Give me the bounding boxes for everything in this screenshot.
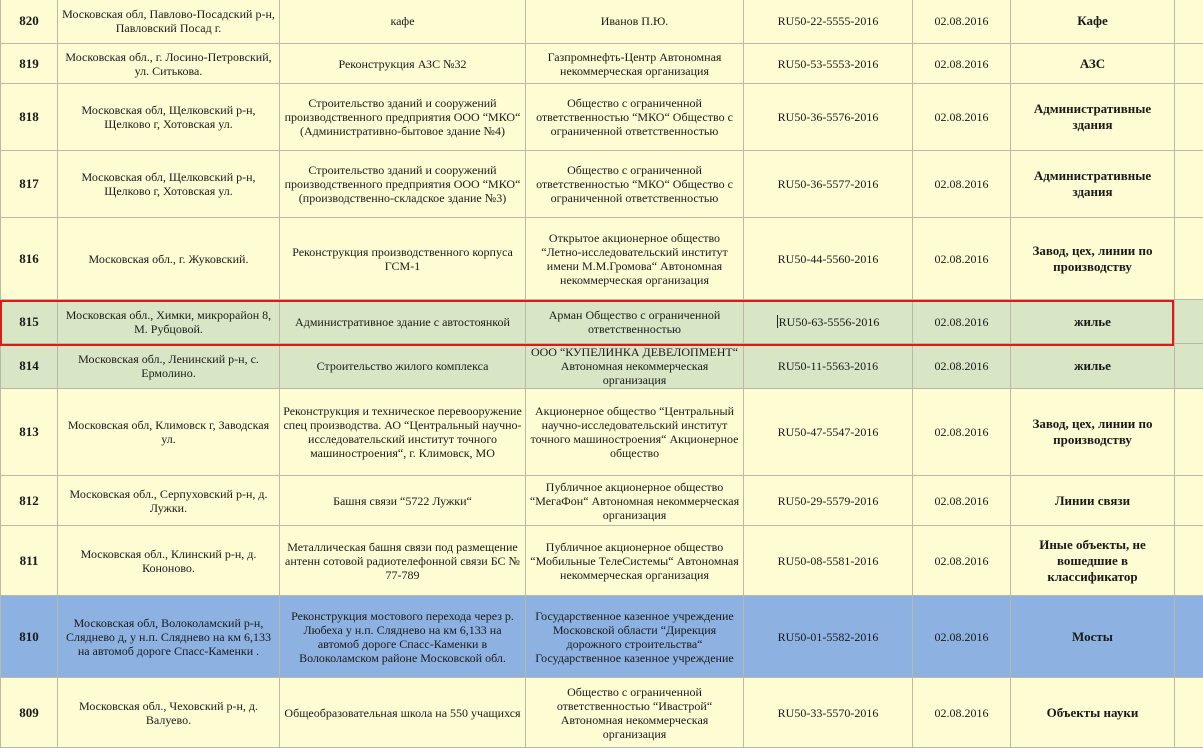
address-cell: Московская обл, Павлово-Посадский р-н, Павловский Посад г. — [58, 0, 280, 44]
empty-cell — [1175, 389, 1203, 476]
address-cell: Московская обл, Климовск г, Заводская ул. — [58, 389, 280, 476]
row-number: 809 — [1, 678, 58, 748]
table-row[interactable] — [1, 84, 1203, 151]
category-cell: Административные здания — [1011, 84, 1175, 151]
date-cell: 02.08.2016 — [913, 218, 1011, 300]
address-cell: Московская обл., Химки, микрорайон 8, М. Рубцовой. — [58, 300, 280, 344]
permit-cell: RU50-29-5579-2016 — [744, 476, 913, 526]
object-cell: Строительство зданий и сооружений производственного предприятия ООО “МКО“ (Административно-бытовое здание №4) — [280, 84, 526, 151]
address-cell: Московская обл., Серпуховский р-н, д. Лужки. — [58, 476, 280, 526]
empty-cell — [1175, 344, 1203, 389]
permit-cell: RU50-01-5582-2016 — [744, 596, 913, 678]
table-row[interactable] — [1, 596, 1203, 678]
address-cell: Московская обл., Чеховский р-н, д. Валуево. — [58, 678, 280, 748]
category-cell: Линии связи — [1011, 476, 1175, 526]
empty-cell — [1175, 526, 1203, 596]
row-number: 815 — [1, 300, 58, 344]
row-number: 811 — [1, 526, 58, 596]
permit-text: RU50-63-5556-2016 — [779, 315, 880, 329]
object-cell: Административное здание с автостоянкой — [280, 300, 526, 344]
permit-cell[interactable] — [744, 300, 913, 344]
address-cell: Московская обл., Ленинский р-н, с. Ермолино. — [58, 344, 280, 389]
row-number: 817 — [1, 151, 58, 218]
table-row[interactable] — [1, 151, 1203, 218]
permit-cell: RU50-22-5555-2016 — [744, 0, 913, 44]
object-cell: Общеобразовательная школа на 550 учащихся — [280, 678, 526, 748]
address-cell: Московская обл, Волоколамский р-н, Сляднево д, у н.п. Сляднево на км 6,133 на автомоб дороге Спасс-Каменки . — [58, 596, 280, 678]
empty-cell — [1175, 218, 1203, 300]
address-cell: Московская обл., Клинский р-н, д. Кононово. — [58, 526, 280, 596]
category-cell: Объекты науки — [1011, 678, 1175, 748]
date-cell: 02.08.2016 — [913, 84, 1011, 151]
category-cell: Мосты — [1011, 596, 1175, 678]
address-cell: Московская обл, Щелковский р-н, Щелково г, Хотовская ул. — [58, 151, 280, 218]
table-row[interactable] — [1, 389, 1203, 476]
category-cell: Завод, цех, линии по производству — [1011, 389, 1175, 476]
date-cell: 02.08.2016 — [913, 151, 1011, 218]
developer-cell: Государственное казенное учреждение Московской области “Дирекция дорожного строительства“ Государственное казенное учреждение — [526, 596, 744, 678]
empty-cell — [1175, 84, 1203, 151]
permit-cell: RU50-11-5563-2016 — [744, 344, 913, 389]
developer-cell: Общество с ограниченной ответственностью “МКО“ Общество с ограниченной ответственностью — [526, 84, 744, 151]
empty-cell — [1175, 678, 1203, 748]
text-cursor — [777, 315, 778, 328]
object-cell: кафе — [280, 0, 526, 44]
address-cell: Московская обл., г. Лосино-Петровский, ул. Ситькова. — [58, 44, 280, 84]
permit-cell: RU50-08-5581-2016 — [744, 526, 913, 596]
table-row[interactable] — [1, 218, 1203, 300]
address-cell: Московская обл., г. Жуковский. — [58, 218, 280, 300]
table-row[interactable] — [1, 476, 1203, 526]
developer-cell: Арман Общество с ограниченной ответственностью — [526, 300, 744, 344]
row-number: 820 — [1, 0, 58, 44]
date-cell: 02.08.2016 — [913, 596, 1011, 678]
date-cell: 02.08.2016 — [913, 0, 1011, 44]
table-row[interactable] — [1, 44, 1203, 84]
category-cell: АЗС — [1011, 44, 1175, 84]
row-number: 814 — [1, 344, 58, 389]
table-row[interactable] — [1, 526, 1203, 596]
empty-cell — [1175, 300, 1203, 344]
object-cell: Реконструкция АЗС №32 — [280, 44, 526, 84]
table-row[interactable] — [1, 300, 1203, 344]
category-cell: Завод, цех, линии по производству — [1011, 218, 1175, 300]
object-cell: Металлическая башня связи под размещение антенн сотовой радиотелефонной связи БС № 77-789 — [280, 526, 526, 596]
developer-cell: Публичное акционерное общество “МегаФон“ Автономная некоммерческая организация — [526, 476, 744, 526]
developer-cell: Иванов П.Ю. — [526, 0, 744, 44]
date-cell: 02.08.2016 — [913, 678, 1011, 748]
row-number: 819 — [1, 44, 58, 84]
row-number: 810 — [1, 596, 58, 678]
table-row[interactable] — [1, 0, 1203, 44]
developer-cell: Газпромнефть-Центр Автономная некоммерческая организация — [526, 44, 744, 84]
empty-cell — [1175, 0, 1203, 44]
date-cell: 02.08.2016 — [913, 476, 1011, 526]
table-row[interactable] — [1, 678, 1203, 748]
permit-cell: RU50-33-5570-2016 — [744, 678, 913, 748]
date-cell: 02.08.2016 — [913, 526, 1011, 596]
address-cell: Московская обл, Щелковский р-н, Щелково г, Хотовская ул. — [58, 84, 280, 151]
object-cell: Реконструкция мостового перехода через р. Любеха у н.п. Сляднево на км 6,133 на автомоб дороге Спасс-Каменки в Волоколамском районе Московской обл. — [280, 596, 526, 678]
empty-cell — [1175, 44, 1203, 84]
row-number: 813 — [1, 389, 58, 476]
date-cell: 02.08.2016 — [913, 44, 1011, 84]
category-cell: Иные объекты, не вошедшие в классификатор — [1011, 526, 1175, 596]
object-cell: Строительство жилого комплекса — [280, 344, 526, 389]
empty-cell — [1175, 596, 1203, 678]
developer-cell: Общество с ограниченной ответственностью “Ивастрой“ Автономная некоммерческая организация — [526, 678, 744, 748]
empty-cell — [1175, 151, 1203, 218]
row-number: 812 — [1, 476, 58, 526]
developer-cell: Общество с ограниченной ответственностью “МКО“ Общество с ограниченной ответственностью — [526, 151, 744, 218]
category-cell: жилье — [1011, 344, 1175, 389]
developer-cell: Публичное акционерное общество “Мобильные ТелеСистемы“ Автономная некоммерческая организация — [526, 526, 744, 596]
category-cell: жилье — [1011, 300, 1175, 344]
date-cell: 02.08.2016 — [913, 300, 1011, 344]
permit-cell: RU50-47-5547-2016 — [744, 389, 913, 476]
permit-cell: RU50-36-5577-2016 — [744, 151, 913, 218]
object-cell: Строительство зданий и сооружений производственного предприятия ООО “МКО“ (производственно-складское здание №3) — [280, 151, 526, 218]
permit-cell: RU50-53-5553-2016 — [744, 44, 913, 84]
permit-cell: RU50-36-5576-2016 — [744, 84, 913, 151]
developer-cell: ООО “КУПЕЛИНКА ДЕВЕЛОПМЕНТ“ Автономная некоммерческая организация — [526, 344, 744, 389]
object-cell: Башня связи “5722 Лужки“ — [280, 476, 526, 526]
permit-cell: RU50-44-5560-2016 — [744, 218, 913, 300]
category-cell: Кафе — [1011, 0, 1175, 44]
table-row[interactable] — [1, 344, 1203, 389]
date-cell: 02.08.2016 — [913, 389, 1011, 476]
category-cell: Административные здания — [1011, 151, 1175, 218]
developer-cell: Открытое акционерное общество “Летно-исследовательский институт имени М.М.Громова“ Автономная некоммерческая организация — [526, 218, 744, 300]
date-cell: 02.08.2016 — [913, 344, 1011, 389]
developer-cell: Акционерное общество “Центральный научно-исследовательский институт точного машиностроения“ Акционерное общество — [526, 389, 744, 476]
object-cell: Реконструкция и техническое перевооружение спец производства. АО “Центральный научно-исследовательский институт точного машиностроения“, г. Климовск, МО — [280, 389, 526, 476]
empty-cell — [1175, 476, 1203, 526]
row-number: 816 — [1, 218, 58, 300]
row-number: 818 — [1, 84, 58, 151]
object-cell: Реконструкция производственного корпуса ГСМ-1 — [280, 218, 526, 300]
